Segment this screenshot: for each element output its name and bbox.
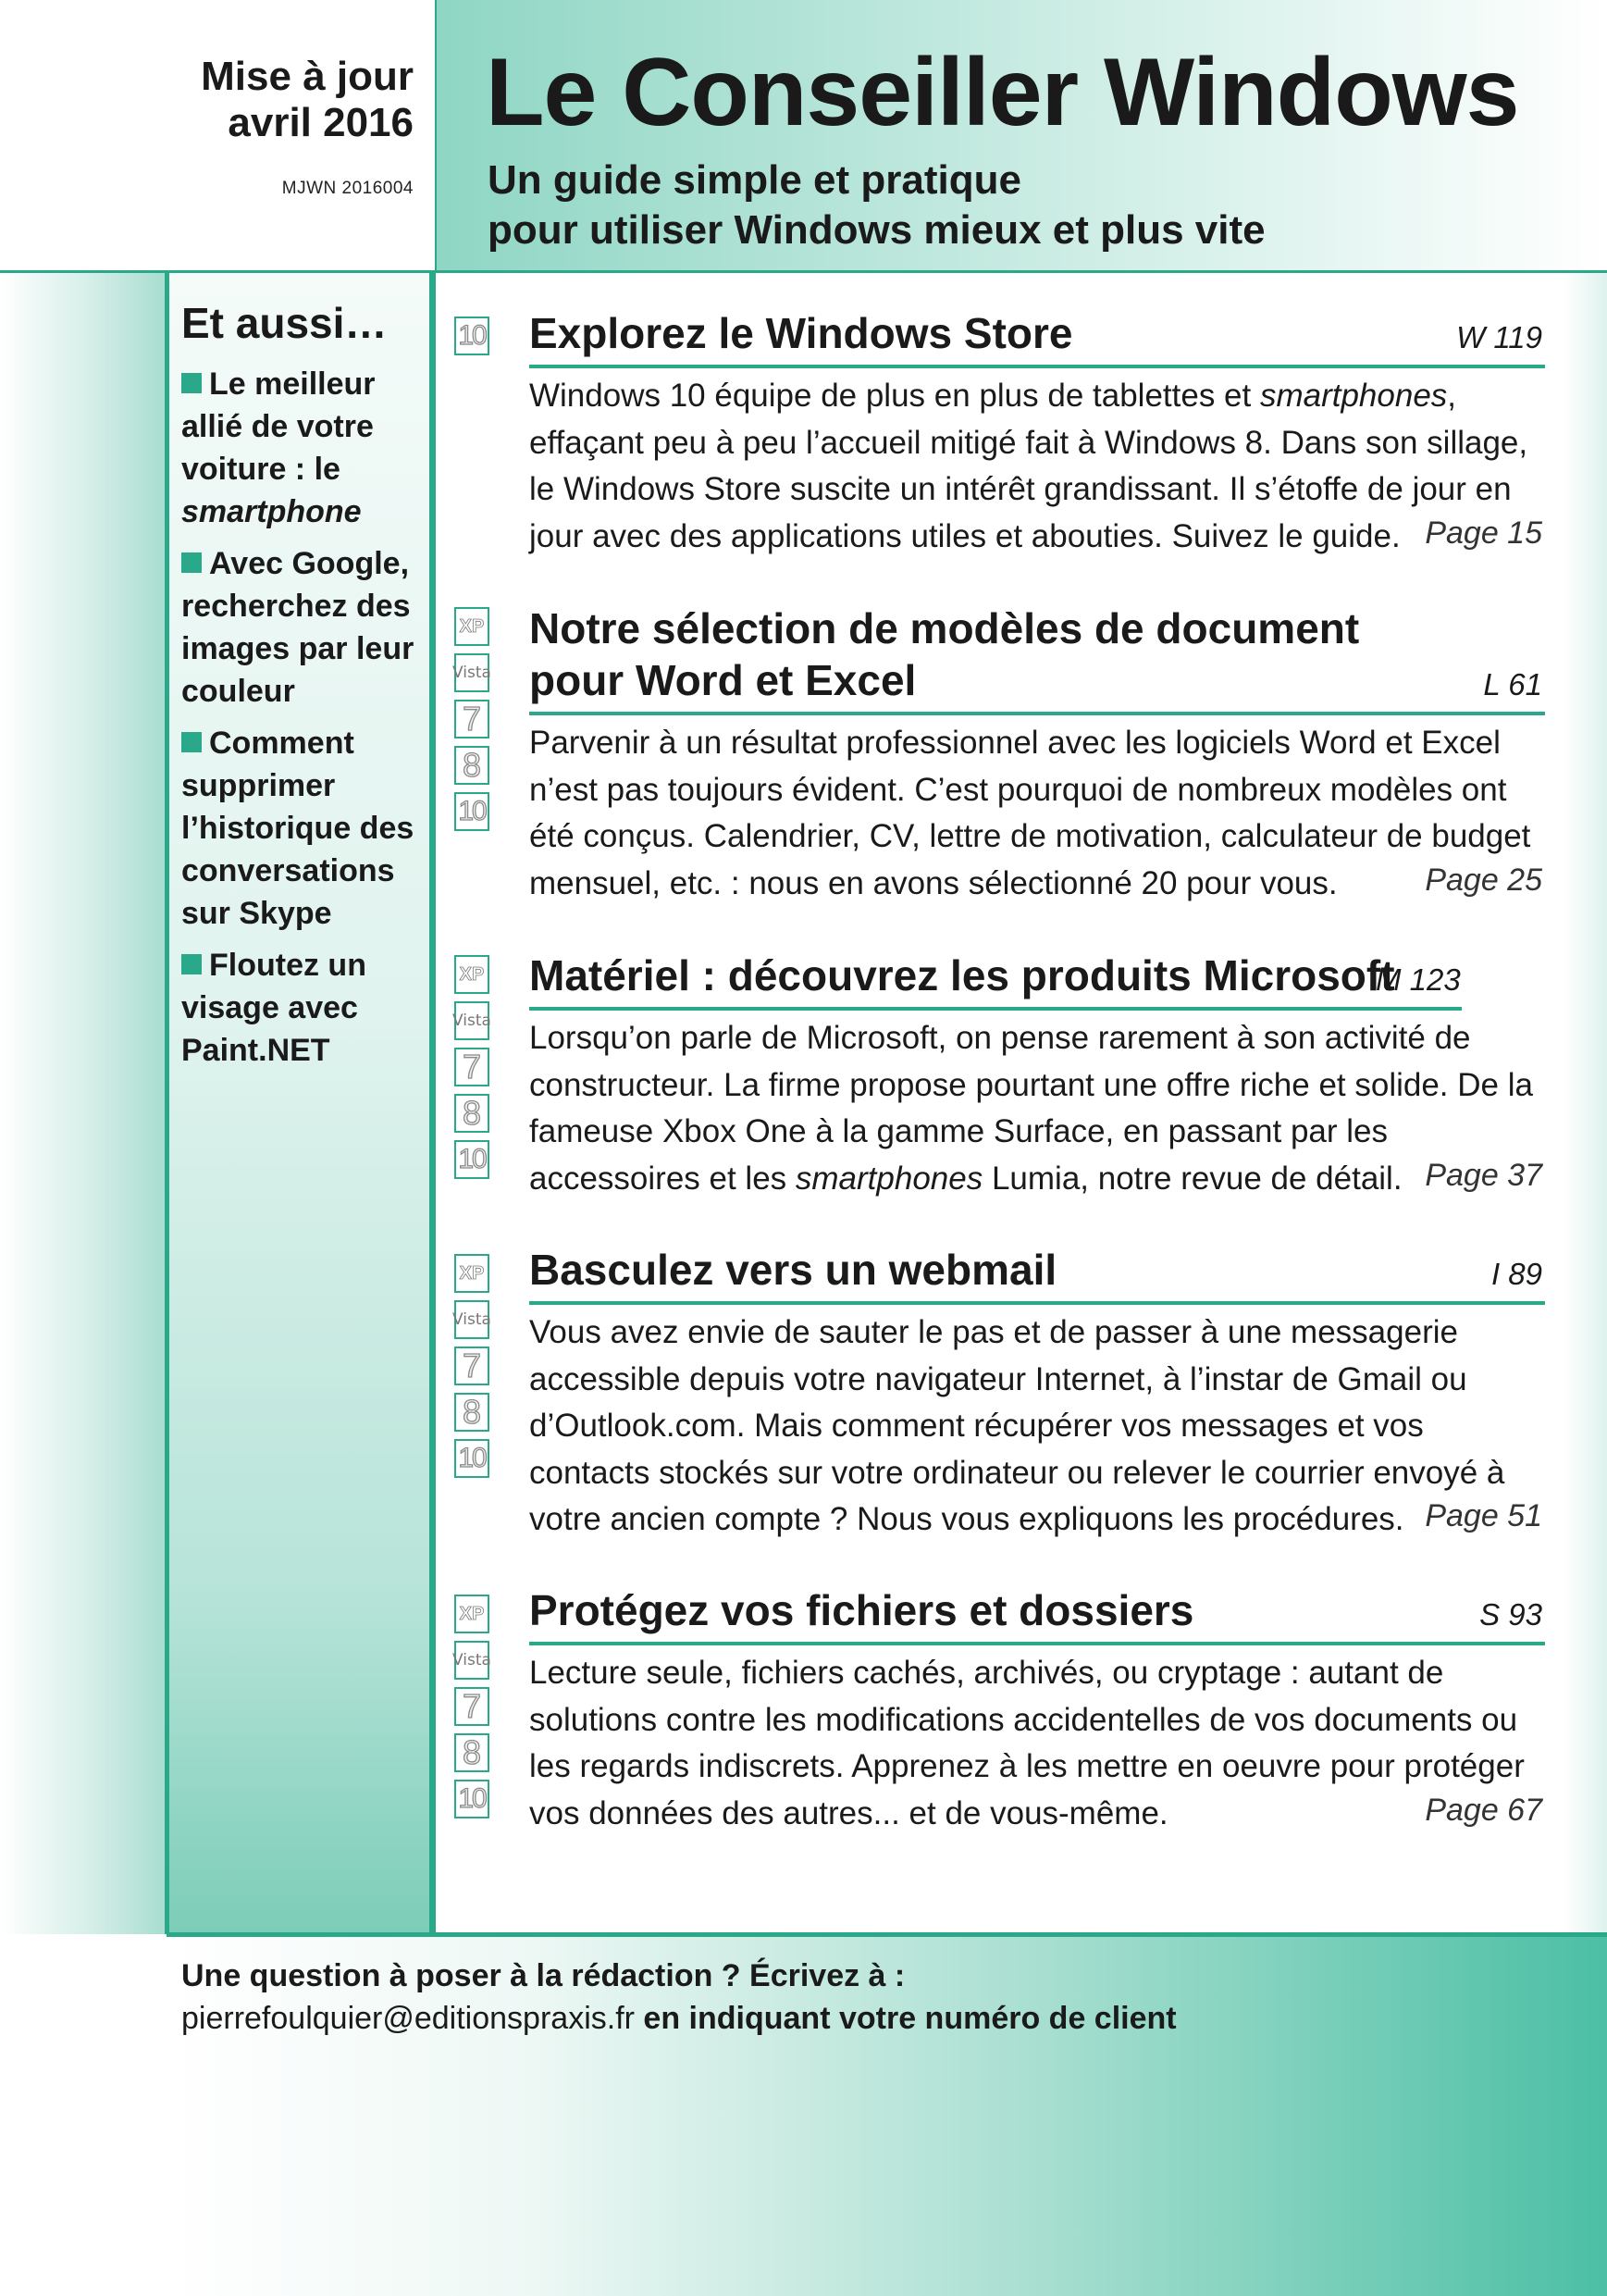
- sidebar-item[interactable]: [181, 363, 422, 533]
- article-body: Lecture seule, fichiers cachés, archivés, ou cryptage : autant de solutions contre les modifications accidentelles de vos documents ou les regards indiscrets. Apprenez à les mettre en oeuvre pour protéger vos données des autres... et de vous-même.: [529, 1655, 1525, 1831]
- body-italic: smartphones: [1259, 378, 1448, 414]
- os-badges: [454, 607, 493, 838]
- sidebar-item-text: Floutez un visage avec Paint.NET: [181, 948, 366, 1068]
- windows-xp-badge-icon: XP: [454, 955, 489, 994]
- square-bullet-icon: [181, 552, 202, 573]
- body-text: Lumia, notre revue de détail.: [983, 1160, 1403, 1197]
- square-bullet-icon: [181, 732, 202, 752]
- windows-10-badge-icon: 10: [454, 1439, 489, 1478]
- windows-7-badge-icon: 7: [454, 1048, 489, 1086]
- body-text: , effaçant peu à peu l’accueil mitigé fait à Windows 8. Dans son sillage, le Windows Store suscite un intérêt grandissant. Il s’étoffe de jour en jour avec des applications utiles et abouties. Suivez le guide.: [529, 378, 1528, 554]
- sidebar-item[interactable]: [181, 542, 422, 713]
- article-code: I 89: [1490, 1257, 1542, 1291]
- subtitle-line2: pour utiliser Windows mieux et plus vite: [488, 207, 1266, 253]
- windows-10-badge-icon: 10: [454, 1140, 489, 1179]
- header-left-rule: [435, 0, 437, 272]
- article-page-ref[interactable]: Page 15: [1425, 515, 1542, 551]
- update-label-line1: Mise à jour: [201, 54, 414, 99]
- header-bottom-rule: [0, 270, 1607, 273]
- sidebar-left-rule: [165, 272, 169, 1934]
- sidebar-item-italic: smartphone: [181, 494, 362, 529]
- os-badges: [454, 316, 493, 363]
- article-title-rule: [529, 365, 1545, 368]
- article-title[interactable]: Basculez vers un webmail: [529, 1246, 1057, 1294]
- os-badges: [454, 955, 493, 1186]
- article-title[interactable]: Matériel : découvrez les produits Microsoft: [529, 951, 1395, 999]
- sidebar-list: [181, 363, 422, 1081]
- sidebar-item[interactable]: [181, 944, 422, 1072]
- update-label: [173, 54, 414, 146]
- footer-top-rule: [167, 1932, 1607, 1937]
- windows-vista-badge-icon: Vista: [454, 1300, 489, 1339]
- article-body: [529, 373, 1547, 560]
- windows-8-badge-icon: 8: [454, 1393, 489, 1432]
- article-title-rule: [529, 1642, 1545, 1645]
- article-title-rule: [529, 1007, 1462, 1011]
- article-title-line1: Notre sélection de modèles de document: [529, 604, 1360, 652]
- windows-8-badge-icon: 8: [454, 1733, 489, 1772]
- square-bullet-icon: [181, 954, 202, 974]
- article-title[interactable]: [529, 602, 1359, 706]
- os-badges: [454, 1254, 493, 1485]
- footer-contact: [181, 2001, 1177, 2037]
- right-margin-gradient: [1564, 272, 1607, 1934]
- bottom-left-blank: [0, 1934, 167, 2296]
- article-title-rule: [529, 1301, 1545, 1305]
- sidebar-right-rule: [429, 272, 436, 1934]
- sidebar-item-text: Avec Google, recherchez des images par leur couleur: [181, 546, 414, 709]
- footer-question: Une question à poser à la rédaction ? Écrivez à :: [181, 1958, 906, 1993]
- windows-7-badge-icon: 7: [454, 700, 489, 738]
- article-code: S 93: [1479, 1597, 1542, 1632]
- article-body: Parvenir à un résultat professionnel avec les logiciels Word et Excel n’est pas toujours évident. C’est pourquoi de nombreux modèles ont été conçus. Calendrier, CV, lettre de motivation, calculateur de budget mensuel, etc. : nous en avons sélectionné 20 pour vous.: [529, 725, 1531, 901]
- windows-7-badge-icon: 7: [454, 1347, 489, 1385]
- windows-7-badge-icon: 7: [454, 1687, 489, 1726]
- windows-10-badge-icon: 10: [454, 792, 489, 831]
- article-body: [529, 1015, 1547, 1202]
- body-text: Lorsqu’on parle de Microsoft, on pense rarement à son activité de constructeur. La firme propose pourtant une offre riche et solide. De la fameuse Xbox One à la gamme Surface, en passant par les accessoires et les: [529, 1020, 1533, 1197]
- update-label-line2: avril 2016: [228, 100, 414, 145]
- square-bullet-icon: [181, 373, 202, 393]
- article-page-ref[interactable]: Page 25: [1425, 863, 1542, 898]
- contact-email-link[interactable]: pierrefoulquier@editionspraxis.fr: [181, 2001, 635, 2036]
- article-page-ref[interactable]: Page 37: [1425, 1158, 1542, 1193]
- windows-10-badge-icon: 10: [454, 316, 489, 355]
- windows-vista-badge-icon: Vista: [454, 1641, 489, 1680]
- page-title: Le Conseiller Windows: [486, 39, 1519, 146]
- article-title-rule: [529, 712, 1545, 715]
- footer-instruction: en indiquant votre numéro de client: [643, 2001, 1177, 2036]
- article-code: W 119: [1456, 320, 1542, 354]
- sidebar-item-text: Le meilleur allié de votre voiture : le: [181, 366, 376, 487]
- windows-vista-badge-icon: Vista: [454, 1001, 489, 1040]
- article-title[interactable]: Protégez vos fichiers et dossiers: [529, 1586, 1194, 1634]
- article-code: L 61: [1483, 667, 1542, 701]
- page-subtitle: [488, 155, 1505, 255]
- sidebar-item-text: Comment supprimer l’historique des conversations sur Skype: [181, 726, 414, 931]
- article-body: Vous avez envie de sauter le pas et de passer à une messagerie accessible depuis votre navigateur Internet, à l’instar de Gmail ou d’Outlook.com. Mais comment récupérer vos messages et vos contacts stockés sur votre ordinateur ou relever le courrier envoyé à votre ancien compte ? Nous vous expliquons les procédures.: [529, 1314, 1505, 1537]
- left-margin-gradient: [0, 272, 167, 1938]
- subtitle-line1: Un guide simple et pratique: [488, 157, 1021, 203]
- article-code: M 123: [1376, 962, 1461, 997]
- windows-10-badge-icon: 10: [454, 1780, 489, 1818]
- body-text: Windows 10 équipe de plus en plus de tablettes et: [529, 378, 1260, 414]
- os-badges: [454, 1595, 493, 1826]
- reference-code: MJWN 2016004: [281, 179, 414, 198]
- windows-xp-badge-icon: XP: [454, 607, 489, 646]
- windows-xp-badge-icon: XP: [454, 1595, 489, 1633]
- article-page-ref[interactable]: Page 51: [1425, 1498, 1542, 1533]
- sidebar-heading: Et aussi…: [181, 299, 388, 347]
- article-title[interactable]: Explorez le Windows Store: [529, 309, 1073, 357]
- article-page-ref[interactable]: Page 67: [1425, 1793, 1542, 1828]
- sidebar-item[interactable]: [181, 722, 422, 935]
- windows-8-badge-icon: 8: [454, 746, 489, 785]
- body-italic: smartphones: [795, 1160, 983, 1197]
- windows-xp-badge-icon: XP: [454, 1254, 489, 1293]
- windows-8-badge-icon: 8: [454, 1094, 489, 1133]
- article-title-line2: pour Word et Excel: [529, 656, 917, 704]
- windows-vista-badge-icon: Vista: [454, 653, 489, 692]
